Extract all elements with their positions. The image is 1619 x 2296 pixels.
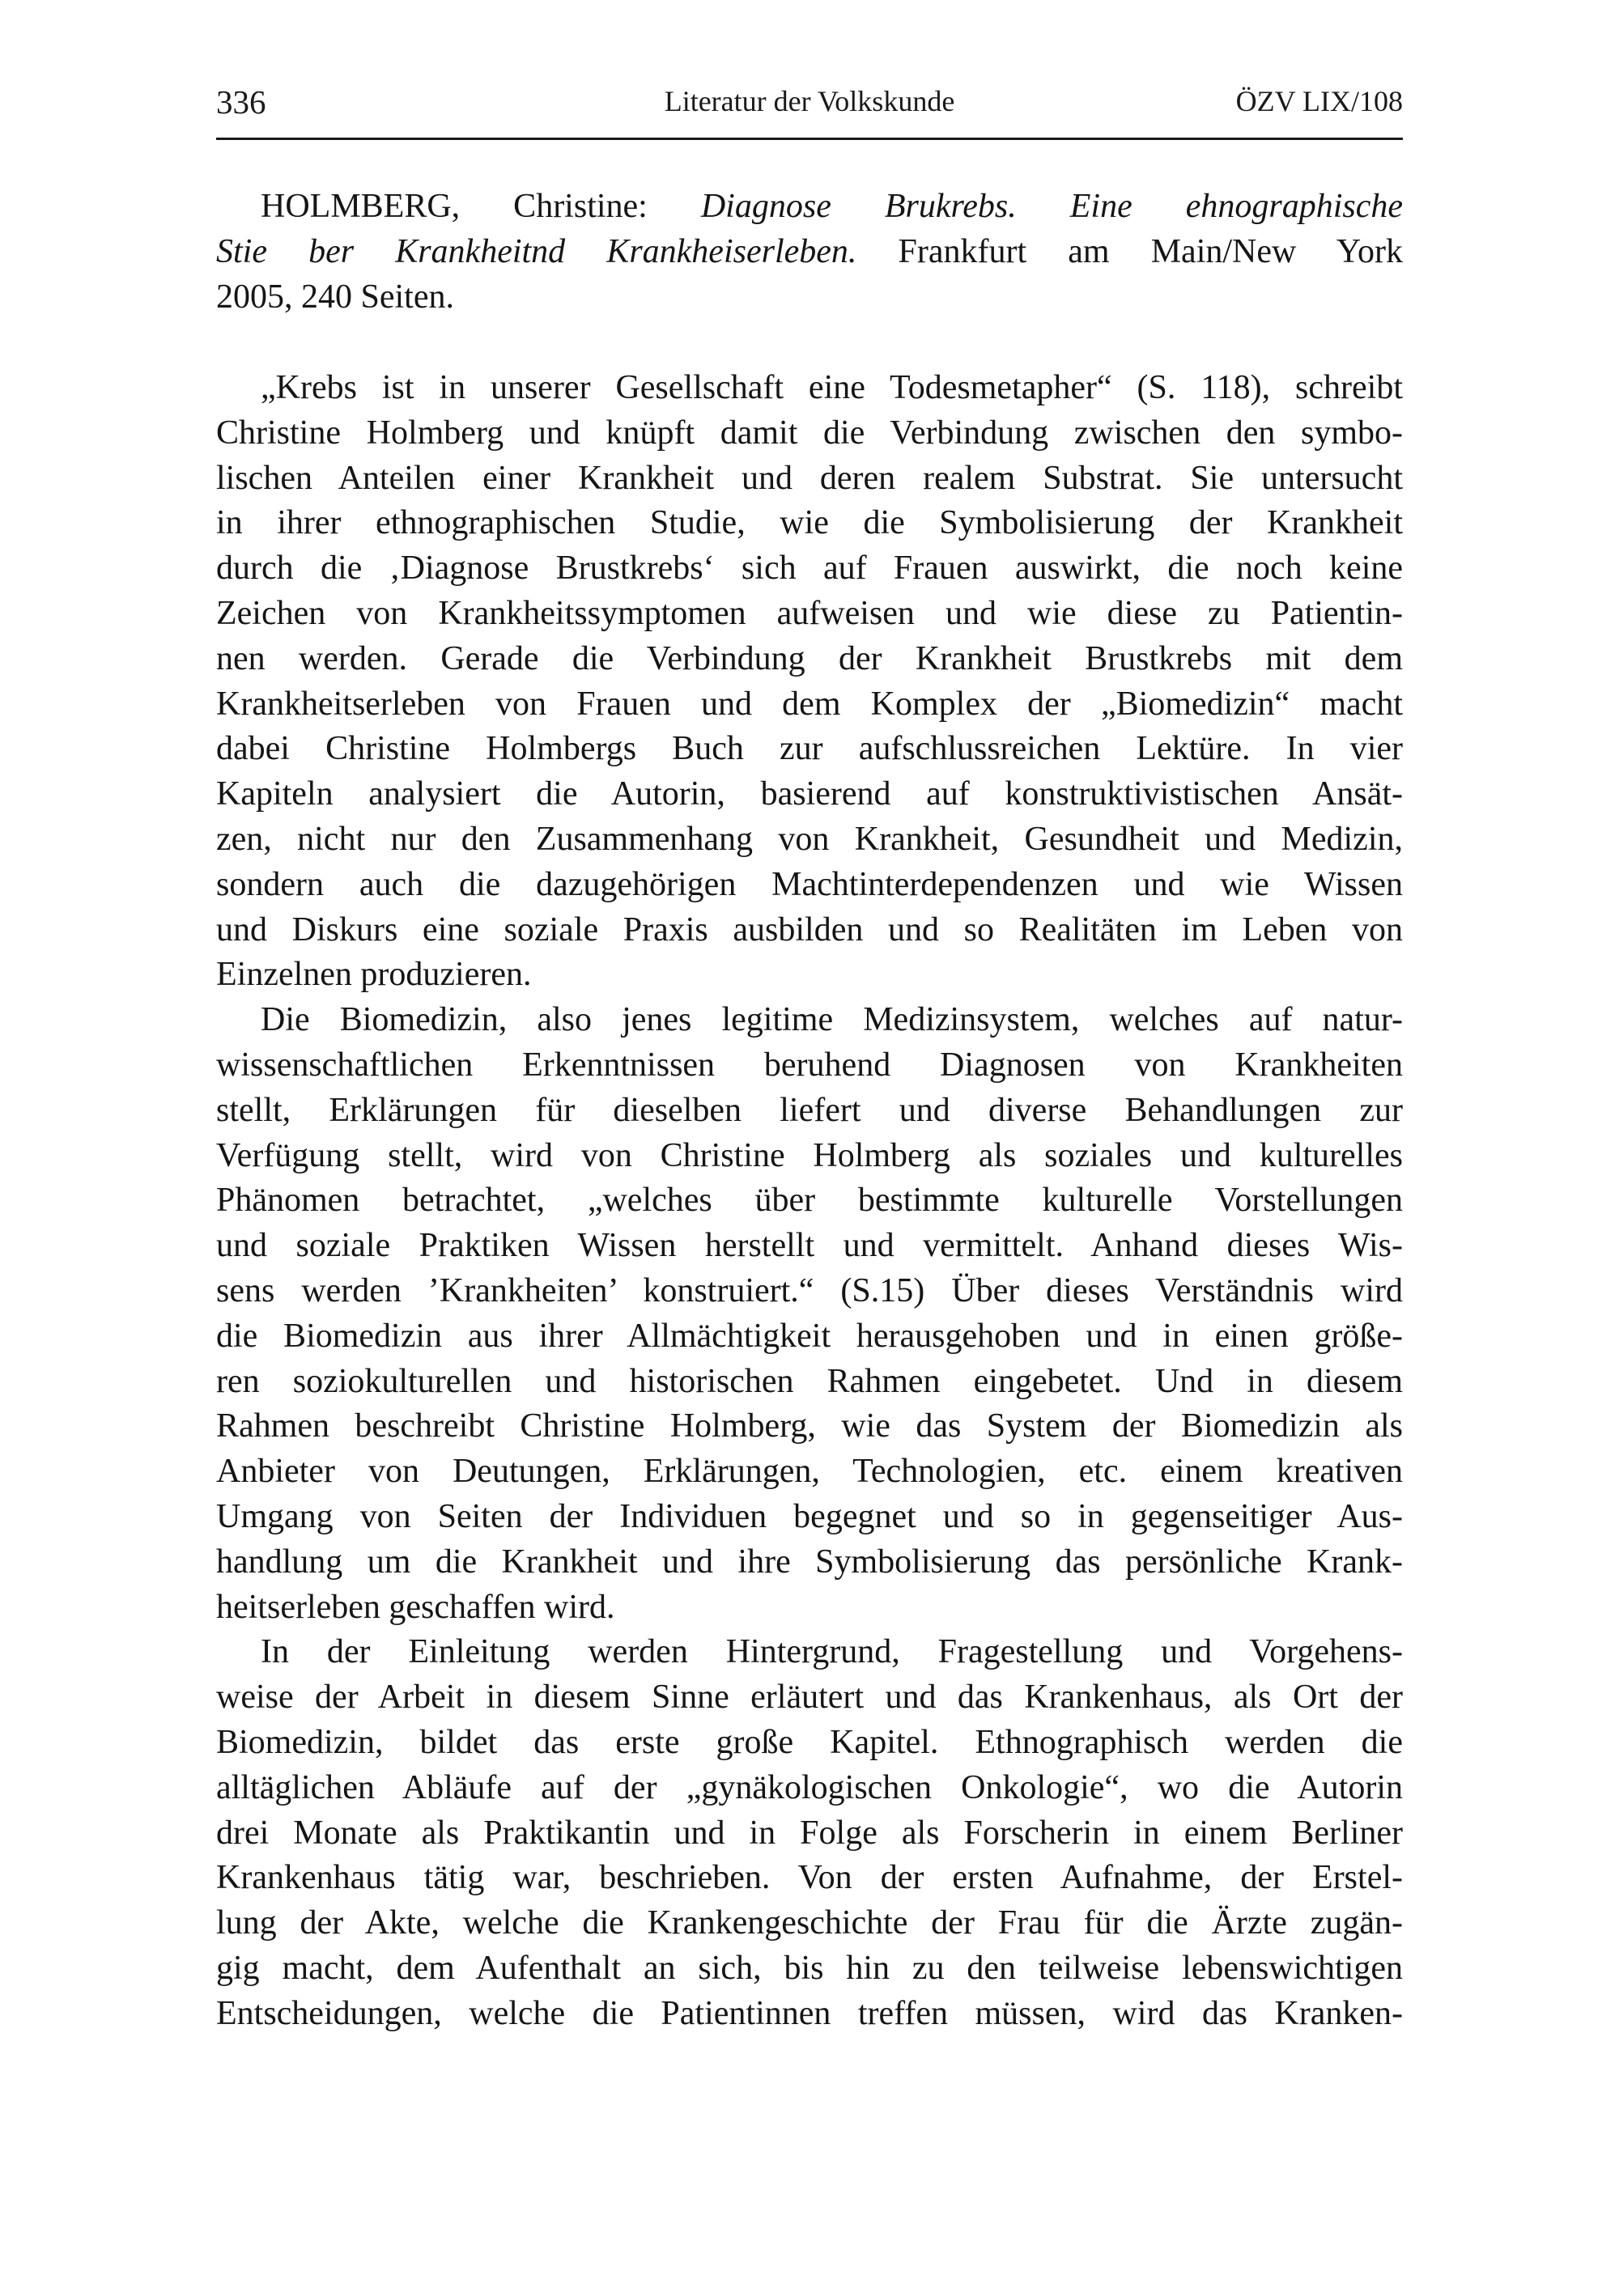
body-line: Verfügung stellt, wird von Christine Holmberg als soziales und kulturelles	[216, 1136, 1403, 1174]
citation-place: Frankfurt am Main/New York	[898, 232, 1404, 270]
citation-year-pages: 2005, 240 Seiten.	[216, 278, 454, 316]
body-line: Krankheitserleben von Frauen und dem Komplex der „Biomedizin“ macht	[216, 685, 1403, 723]
book-citation	[216, 185, 1403, 320]
body-line: Rahmen beschreibt Christine Holmberg, wie das System der Biomedizin als	[216, 1407, 1403, 1445]
citation-author: HOLMBERG, Christine:	[261, 188, 648, 225]
body-line: lischen Anteilen einer Krankheit und deren realem Substrat. Sie untersucht	[216, 459, 1403, 497]
body-line: stellt, Erklärungen für dieselben liefert und diverse Behandlungen zur	[216, 1091, 1403, 1129]
body-line: Umgang von Seiten der Individuen begegnet und so in gegenseitiger Aus-	[216, 1497, 1403, 1535]
body-line: In der Einleitung werden Hintergrund, Fragestellung und Vorgehens-	[261, 1633, 1403, 1671]
body-line: lung der Akte, welche die Krankengeschichte der Frau für die Ärzte zugän-	[216, 1904, 1403, 1942]
body-line: Die Biomedizin, also jenes legitime Medizinsystem, welches auf natur-	[261, 1001, 1403, 1039]
body-line: dabei Christine Holmbergs Buch zur aufschlussreichen Lektüre. In vier	[216, 730, 1403, 768]
body-line: sondern auch die dazugehörigen Machtinterdependenzen und wie Wissen	[216, 865, 1403, 903]
body-line: durch die ‚Diagnose Brustkrebs‘ sich auf Frauen auswirkt, die noch keine	[216, 550, 1403, 588]
body-line: ren soziokulturellen und historischen Rahmen eingebetet. Und in diesem	[216, 1362, 1403, 1400]
body-line: alltäglichen Abläufe auf der „gynäkologischen Onkologie“, wo die Autorin	[216, 1768, 1403, 1806]
body-line: in ihrer ethnographischen Studie, wie die Symbolisierung der Krankheit	[216, 504, 1403, 542]
section-title: Literatur der Volkskunde	[664, 85, 955, 117]
body-line: zen, nicht nur den Zusammenhang von Krankheit, Gesundheit und Medizin,	[216, 820, 1403, 858]
body-line: Einzelnen produzieren.	[216, 956, 532, 994]
body-line: Anbieter von Deutungen, Erklärungen, Technologien, etc. einem kreativen	[216, 1453, 1403, 1491]
citation-line-1	[216, 185, 1403, 230]
header-rule	[216, 138, 1403, 140]
body-line: wissenschaftlichen Erkenntnissen beruhend Diagnosen von Krankheiten	[216, 1046, 1403, 1084]
body-line: drei Monate als Praktikantin und in Folge als Forscherin in einem Berliner	[216, 1814, 1403, 1852]
body-line: Christine Holmberg und knüpft damit die Verbindung zwischen den symbo-	[216, 414, 1403, 452]
body-line: und Diskurs eine soziale Praxis ausbilden und so Realitäten im Leben von	[216, 910, 1403, 949]
body-line: gig macht, dem Aufenthalt an sich, bis hin zu den teilweise lebenswichtigen	[216, 1949, 1403, 1987]
citation-title-2: Stie ber Krankheitnd Krankheiserleben.	[216, 232, 857, 270]
body-line: die Biomedizin aus ihrer Allmächtigkeit herausgehoben und in einen größe-	[216, 1317, 1403, 1355]
citation-line-2	[216, 230, 1403, 275]
citation-title-1: Diagnose Brukrebs. Eine ehnographische	[700, 188, 1403, 225]
running-head	[216, 83, 1403, 123]
page-number: 336	[216, 83, 266, 121]
body-line: „Krebs ist in unserer Gesellschaft eine Todesmetapher“ (S. 118), schreibt	[261, 369, 1403, 406]
body-line: Biomedizin, bildet das erste große Kapitel. Ethnographisch werden die	[216, 1723, 1403, 1761]
body-line: Phänomen betrachtet, „welches über bestimmte kulturelle Vorstellungen	[216, 1182, 1403, 1220]
body-line: handlung um die Krankheit und ihre Symbolisierung das persönliche Krank-	[216, 1543, 1403, 1581]
body-line: sens werden ’Krankheiten’ konstruiert.“ (S.15) Über dieses Verständnis wird	[216, 1271, 1403, 1309]
body-line: Zeichen von Krankheitssymptomen aufweisen und wie diese zu Patientin-	[216, 594, 1403, 632]
review-body	[216, 366, 1403, 2036]
body-line: nen werden. Gerade die Verbindung der Krankheit Brustkrebs mit dem	[216, 639, 1403, 677]
body-line: heitserleben geschaffen wird.	[216, 1588, 615, 1626]
body-line: weise der Arbeit in diesem Sinne erläutert und das Krankenhaus, als Ort der	[216, 1678, 1403, 1717]
body-line: und soziale Praktiken Wissen herstellt und vermittelt. Anhand dieses Wis-	[216, 1227, 1403, 1265]
body-line: Krankenhaus tätig war, beschrieben. Von der ersten Aufnahme, der Erstel-	[216, 1859, 1403, 1897]
journal-issue: ÖZV LIX/108	[1235, 85, 1403, 117]
body-line: Entscheidungen, welche die Patientinnen treffen müssen, wird das Kranken-	[216, 1994, 1403, 2032]
body-line: Kapiteln analysiert die Autorin, basierend auf konstruktivistischen Ansät-	[216, 775, 1403, 813]
